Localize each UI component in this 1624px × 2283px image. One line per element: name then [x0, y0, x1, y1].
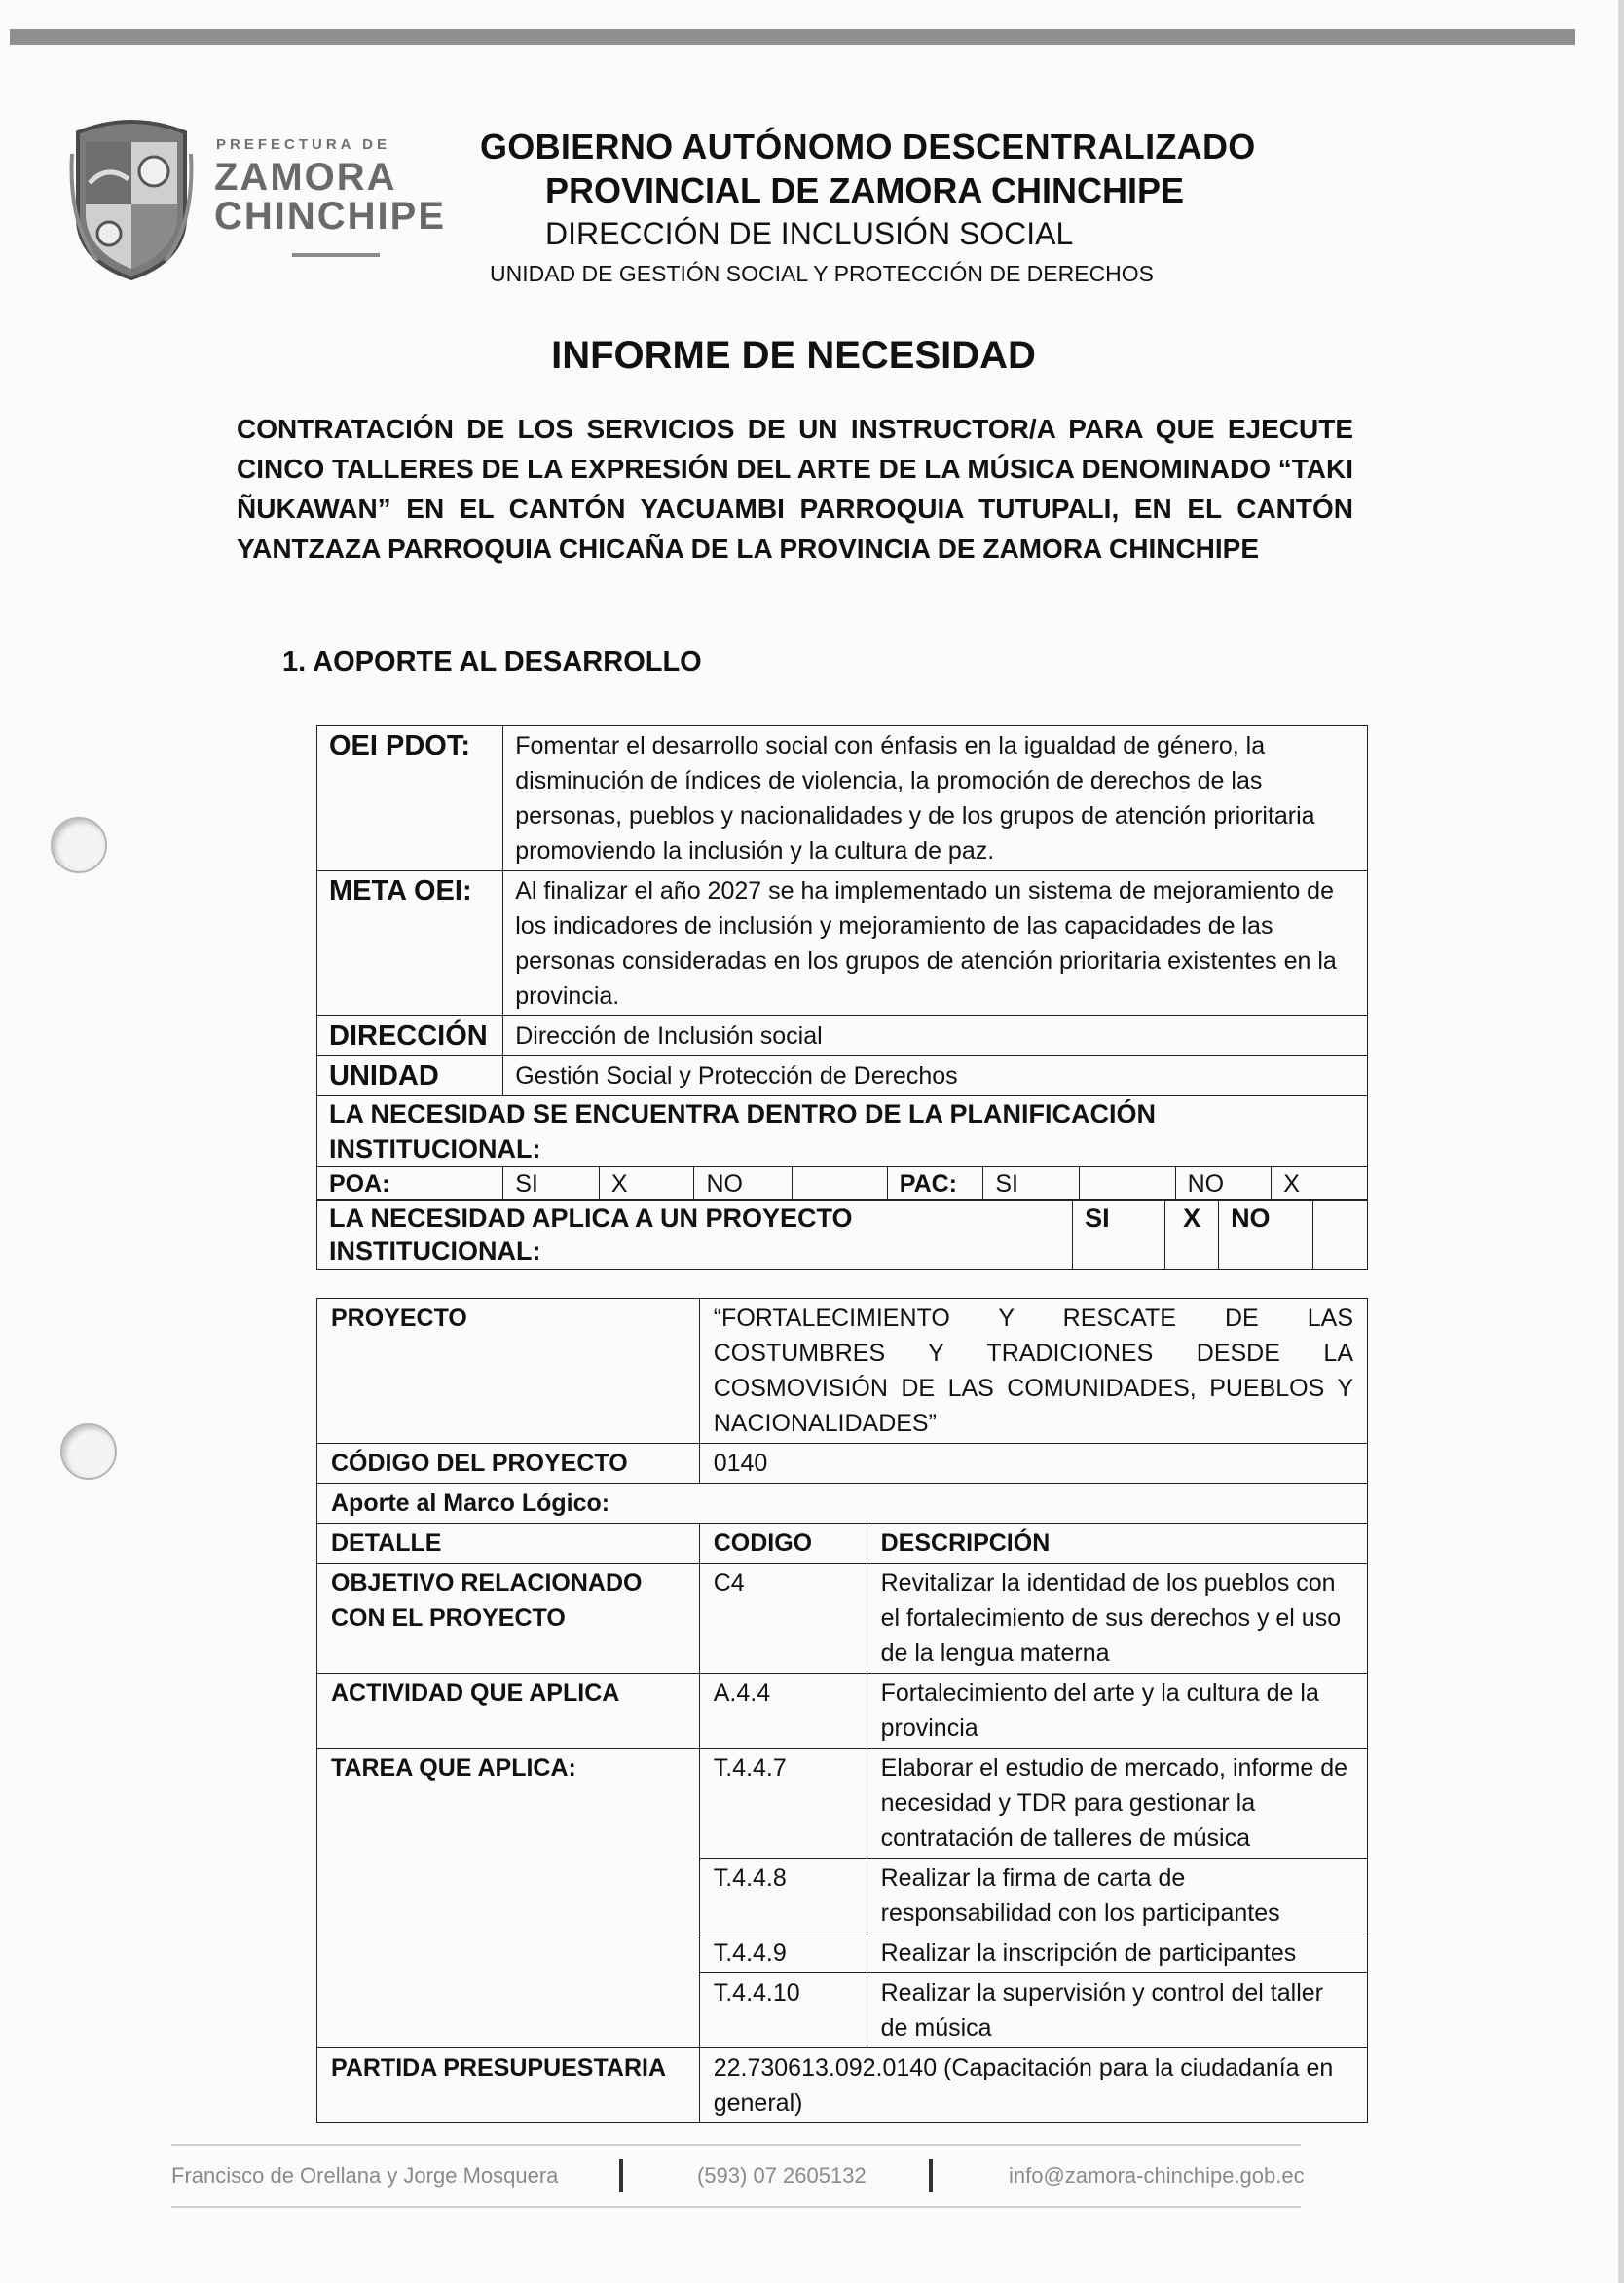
- pac-label: PAC:: [887, 1167, 983, 1201]
- oei-text: Fomentar el desarrollo social con énfasis en la igualdad de género, la disminución de índices de violencia, la promoción de derechos de las personas, pueblos y nacionalidades y de los grupos de atención prioritaria promoviendo la inclusión y la cultura de paz.: [503, 726, 1368, 871]
- col-descripcion: DESCRIPCIÓN: [867, 1524, 1367, 1564]
- header-direccion: DIRECCIÓN DE INCLUSIÓN SOCIAL: [545, 216, 1074, 251]
- brand-chinchipe: CHINCHIPE: [214, 195, 447, 238]
- provincial-crest-logo: [68, 115, 195, 282]
- proyecto-label: PROYECTO: [317, 1299, 700, 1444]
- unidad-label: UNIDAD: [317, 1056, 503, 1096]
- footer-top-rule: [171, 2144, 1301, 2146]
- col-detalle: DETALLE: [317, 1524, 700, 1564]
- project-applies-si: SI: [1073, 1200, 1165, 1270]
- section-heading-aporte: 1. AOPORTE AL DESARROLLO: [282, 646, 702, 678]
- footer-separator: [619, 2159, 623, 2192]
- tarea-code: T.4.4.10: [699, 1973, 867, 2048]
- footer-phone: (593) 07 2605132: [697, 2163, 867, 2188]
- objetivo-desc: Revitalizar la identidad de los pueblos con el fortalecimiento de sus derechos y el uso de la lengua materna: [867, 1564, 1367, 1674]
- unidad-text: Gestión Social y Protección de Derechos: [503, 1056, 1368, 1096]
- poa-no-mark: [793, 1167, 888, 1201]
- tarea-desc: Realizar la supervisión y control del taller de música: [867, 1973, 1367, 2048]
- meta-label: META OEI:: [317, 871, 503, 1016]
- poa-si-mark: X: [599, 1167, 694, 1201]
- oei-label: OEI PDOT:: [317, 726, 503, 871]
- actividad-desc: Fortalecimiento del arte y la cultura de la provincia: [867, 1674, 1367, 1749]
- poa-label: POA:: [317, 1167, 503, 1201]
- tarea-desc: Elaborar el estudio de mercado, informe de necesidad y TDR para gestionar la contratación de talleres de música: [867, 1749, 1367, 1859]
- poa-no-label: NO: [694, 1167, 793, 1201]
- meta-text: Al finalizar el año 2027 se ha implementado un sistema de mejoramiento de los indicadores de inclusión y mejoramiento de las capacidades de las personas consideradas en los grupos de atención prioritaria existentes en la provincia.: [503, 871, 1368, 1016]
- direccion-label: DIRECCIÓN: [317, 1016, 503, 1056]
- pac-si-mark: [1080, 1167, 1176, 1201]
- scan-top-bar: [10, 29, 1575, 45]
- development-table: [316, 725, 1368, 1201]
- tarea-code: T.4.4.9: [699, 1933, 867, 1973]
- project-applies-table: [316, 1199, 1368, 1270]
- codigo-proyecto-value: 0140: [699, 1444, 1367, 1484]
- poa-si-label: SI: [503, 1167, 600, 1201]
- tarea-code: T.4.4.7: [699, 1749, 867, 1859]
- objetivo-code: C4: [699, 1564, 867, 1674]
- header-provincial: PROVINCIAL DE ZAMORA CHINCHIPE: [545, 170, 1185, 210]
- actividad-label: ACTIVIDAD QUE APLICA: [317, 1674, 700, 1749]
- partida-value: 22.730613.092.0140 (Capacitación para la ciudadanía en general): [699, 2048, 1367, 2123]
- tarea-desc: Realizar la inscripción de participantes: [867, 1933, 1367, 1973]
- pac-no-mark: X: [1272, 1167, 1368, 1201]
- col-codigo: CODIGO: [699, 1524, 867, 1564]
- tarea-desc: Realizar la firma de carta de responsabilidad con los participantes: [867, 1859, 1367, 1933]
- header-unidad: UNIDAD DE GESTIÓN SOCIAL Y PROTECCIÓN DE DERECHOS: [490, 261, 1155, 286]
- footer-address: Francisco de Orellana y Jorge Mosquera: [171, 2163, 559, 2188]
- codigo-proyecto-label: CÓDIGO DEL PROYECTO: [317, 1444, 700, 1484]
- footer-bottom-rule: [171, 2206, 1301, 2208]
- objetivo-label: OBJETIVO RELACIONADO CON EL PROYECTO: [317, 1564, 700, 1674]
- punch-hole-top: [51, 817, 107, 873]
- project-applies-no: NO: [1219, 1200, 1313, 1270]
- brand-underline: [292, 253, 380, 257]
- pac-si-label: SI: [983, 1167, 1080, 1201]
- tarea-label: TAREA QUE APLICA:: [317, 1749, 700, 2048]
- direccion-text: Dirección de Inclusión social: [503, 1016, 1368, 1056]
- aporte-marco-label: Aporte al Marco Lógico:: [317, 1484, 1368, 1524]
- project-details-table: [316, 1298, 1368, 2123]
- brand-zamora: ZAMORA: [214, 156, 397, 199]
- brand-prefix: PREFECTURA DE: [216, 136, 390, 153]
- actividad-code: A.4.4: [699, 1674, 867, 1749]
- partida-label: PARTIDA PRESUPUESTARIA: [317, 2048, 700, 2123]
- planning-banner: LA NECESIDAD SE ENCUENTRA DENTRO DE LA PLANIFICACIÓN INSTITUCIONAL:: [317, 1096, 1368, 1167]
- footer-email[interactable]: info@zamora-chinchipe.gob.ec: [1009, 2163, 1305, 2188]
- scan-right-edge: [1618, 0, 1624, 2283]
- document-title: INFORME DE NECESIDAD: [551, 334, 1036, 377]
- pac-no-label: NO: [1175, 1167, 1272, 1201]
- header-gobierno: GOBIERNO AUTÓNOMO DESCENTRALIZADO: [480, 127, 1256, 166]
- document-subject: CONTRATACIÓN DE LOS SERVICIOS DE UN INSTRUCTOR/A PARA QUE EJECUTE CINCO TALLERES DE LA EXPRESIÓN DEL ARTE DE LA MÚSICA DENOMINADO “TAKI ÑUKAWAN” EN EL CANTÓN YACUAMBI PARROQUIA TUTUPALI, EN EL CANTÓN YANTZAZA PARROQUIA CHICAÑA DE LA PROVINCIA DE ZAMORA CHINCHIPE: [237, 414, 1354, 564]
- project-applies-label: LA NECESIDAD APLICA A UN PROYECTO INSTITUCIONAL:: [317, 1200, 1073, 1270]
- proyecto-text: “FORTALECIMIENTO Y RESCATE DE LAS COSTUMBRES Y TRADICIONES DESDE LA COSMOVISIÓN DE LAS COMUNIDADES, PUEBLOS Y NACIONALIDADES”: [699, 1299, 1367, 1444]
- punch-hole-bottom: [60, 1423, 117, 1480]
- footer-separator: [929, 2159, 933, 2192]
- project-applies-no-mark: [1313, 1200, 1368, 1270]
- project-applies-si-mark: X: [1165, 1200, 1219, 1270]
- tarea-code: T.4.4.8: [699, 1859, 867, 1933]
